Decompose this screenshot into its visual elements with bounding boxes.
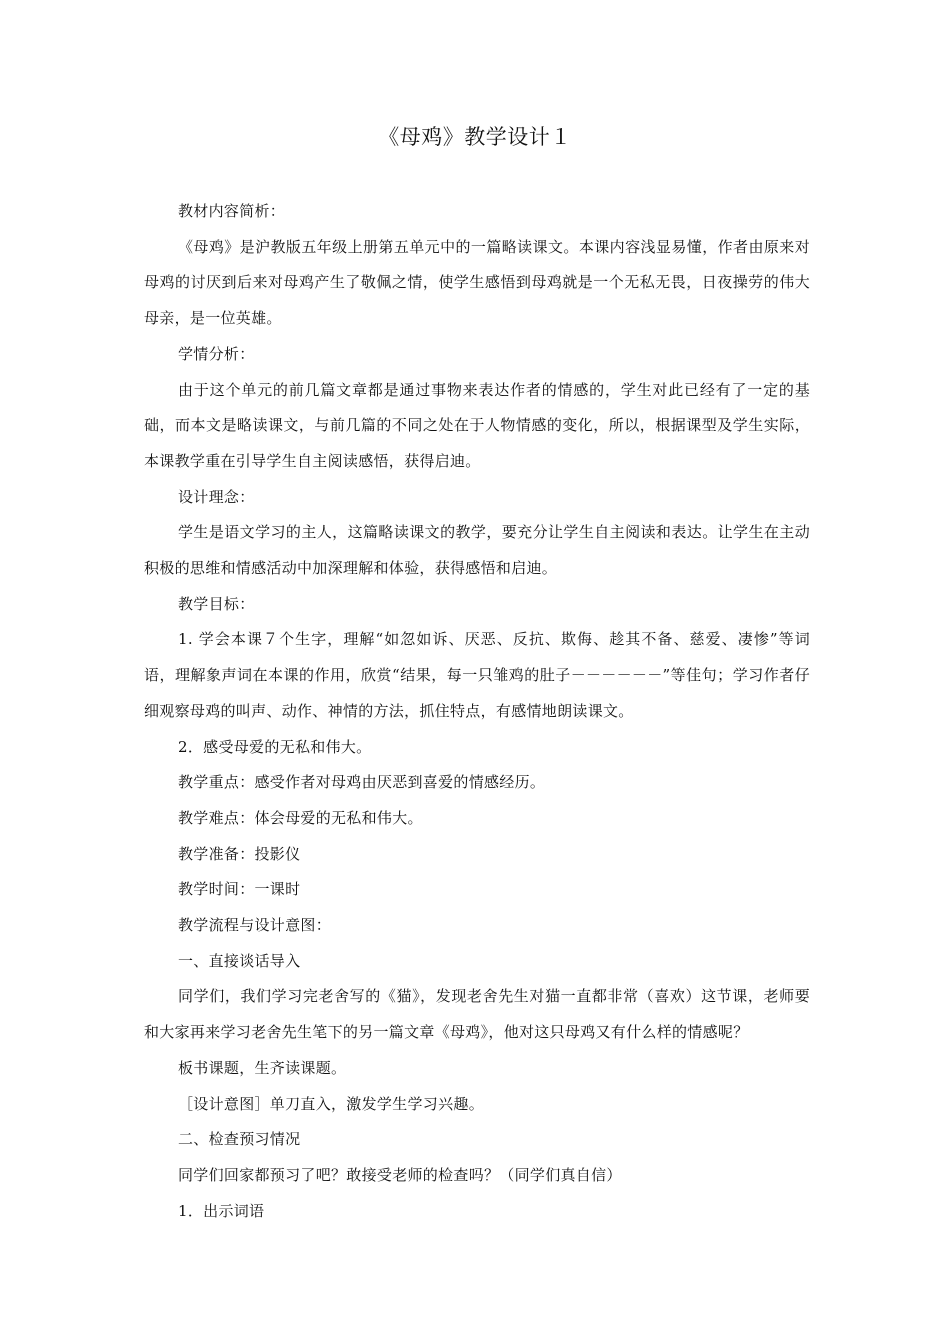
section-heading-design-concept: 设计理念： (178, 487, 255, 506)
section-heading-step-2: 二、检查预习情况 (178, 1130, 301, 1149)
paragraph-goal-2: 2．感受母爱的无私和伟大。 (178, 737, 372, 756)
paragraph-key-point: 教学重点：感受作者对母鸡由厌恶到喜爱的情感经历。 (178, 773, 546, 792)
paragraph-step-1-intro: 同学们，我们学习完老舍写的《猫》，发现老舍先生对猫一直都非常（喜欢）这节课，老师要和大家再来学习老舍先生笔下的另一篇文章《母鸡》，他对这只母鸡又有什么样的情感呢？ (144, 987, 810, 1042)
paragraph-board-title: 板书课题，生齐读课题。 (178, 1058, 347, 1077)
paragraph-goal-1: 1. 学会本课７个生字，理解“如忽如诉、厌恶、反抗、欺侮、趁其不备、慈爱、凄惨”等词语，理解象声词在本课的作用，欣赏“结果，每一只雏鸡的肚子－－－－－－”等佳句；学习作者仔细观察母鸡的叫声、动作、神情的方法，抓住特点，有感情地朗读课文。 (144, 630, 810, 720)
paragraph-show-words: 1．出示词语 (178, 1201, 265, 1220)
paragraph-preparation: 教学准备：投影仪 (178, 844, 301, 863)
paragraph-design-concept: 学生是语文学习的主人，这篇略读课文的教学，要充分让学生自主阅读和表达。让学生在主动积极的思维和情感活动中加深理解和体验，获得感悟和启迪。 (144, 523, 810, 578)
paragraph-design-intent: ［设计意图］单刀直入，激发学生学习兴趣。 (178, 1094, 485, 1113)
document-title: 《母鸡》教学设计１ (378, 125, 572, 149)
paragraph-step-2-intro: 同学们回家都预习了吧？敢接受老师的检查吗？（同学们真自信） (178, 1165, 622, 1184)
paragraph-textbook-analysis: 《母鸡》是沪教版五年级上册第五单元中的一篇略读课文。本课内容浅显易懂，作者由原来对母鸡的讨厌到后来对母鸡产生了敬佩之情，使学生感悟到母鸡就是一个无私无畏，日夜操劳的伟大母亲，是一位英雄。 (144, 237, 810, 328)
section-heading-textbook-analysis: 教材内容简析： (178, 202, 286, 220)
section-heading-step-1: 一、直接谈话导入 (178, 951, 301, 970)
paragraph-time: 教学时间：一课时 (178, 880, 301, 899)
paragraph-difficulty: 教学难点：体会母爱的无私和伟大。 (178, 808, 423, 827)
section-heading-process: 教学流程与设计意图： (178, 916, 332, 935)
paragraph-student-analysis: 由于这个单元的前几篇文章都是通过事物来表达作者的情感的，学生对此已经有了一定的基础，而本文是略读课文，与前几篇的不同之处在于人物情感的变化，所以，根据课型及学生实际，本课教学重在引导学生自主阅读感悟，获得启迪。 (144, 380, 810, 470)
section-heading-teaching-goals: 教学目标： (178, 594, 255, 613)
section-heading-student-analysis: 学情分析： (178, 344, 255, 363)
document-body (144, 194, 810, 1229)
